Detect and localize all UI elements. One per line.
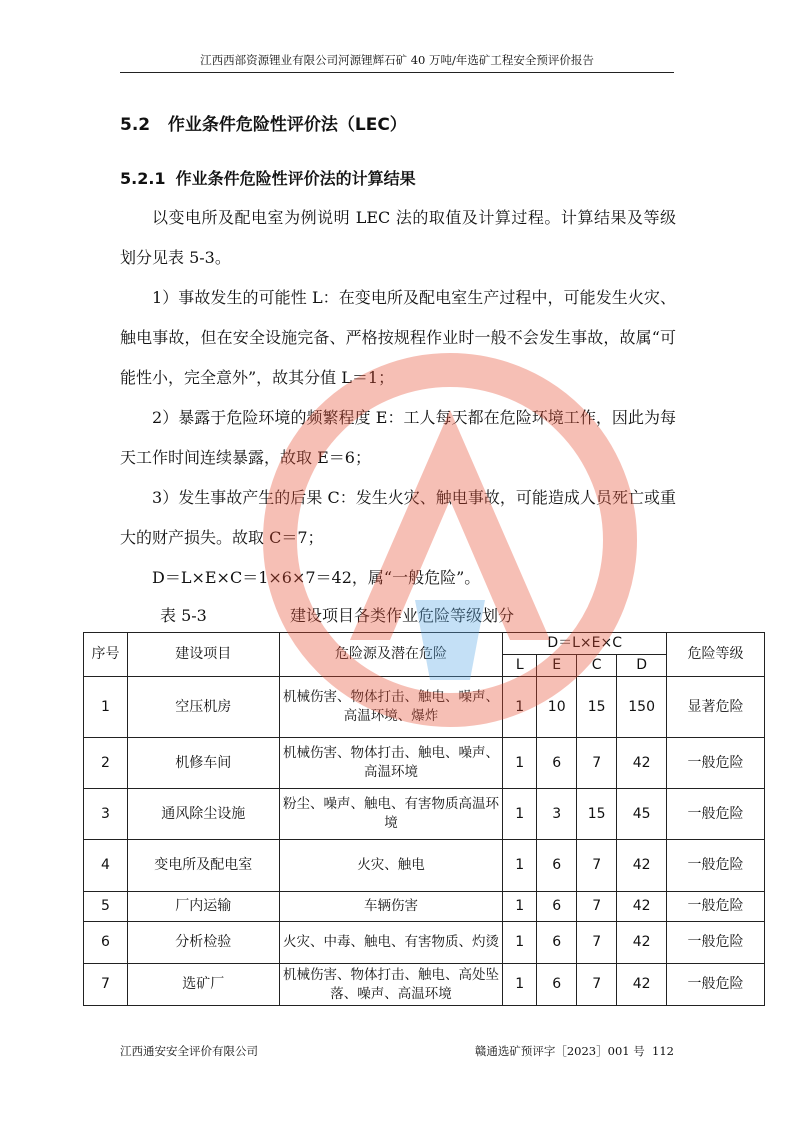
subsection-title: 作业条件危险性评价法的计算结果 (175, 169, 416, 188)
section-number: 5.2 (120, 115, 151, 135)
cell-level: 一般危险 (667, 922, 765, 964)
paragraph-intro: 以变电所及配电室为例说明 LEC 法的取值及计算过程。计算结果及等级划分见表 5-3。 (120, 208, 676, 267)
footer-company: 江西通安安全评价有限公司 (120, 1044, 258, 1058)
cell-d: 42 (617, 922, 667, 964)
cell-item: 厂内运输 (127, 892, 279, 922)
cell-c: 7 (577, 922, 617, 964)
cell-hazard: 车辆伤害 (279, 892, 503, 922)
header-hazard: 危险源及潜在危险 (279, 633, 503, 677)
table-caption-title: 建设项目各类作业危险等级划分 (290, 606, 515, 625)
cell-c: 7 (577, 964, 617, 1006)
paragraph-consequence: 3）发生事故产生的后果 C：发生火灾、触电事故，可能造成人员死亡或重大的财产损失。故取 C＝7； (120, 488, 676, 547)
cell-c: 15 (577, 789, 617, 840)
subsection-heading (120, 166, 416, 189)
cell-seq: 3 (84, 789, 128, 840)
cell-d: 45 (617, 789, 667, 840)
cell-l: 1 (503, 677, 537, 738)
subsection-number: 5.2.1 (120, 169, 166, 188)
table-row (84, 964, 765, 1006)
cell-item: 通风除尘设施 (127, 789, 279, 840)
page-header: 江西西部资源锂业有限公司河源锂辉石矿 40 万吨/年选矿工程安全预评价报告 (200, 53, 594, 67)
table-row (84, 892, 765, 922)
cell-level: 一般危险 (667, 964, 765, 1006)
table-row (84, 922, 765, 964)
cell-item: 机修车间 (127, 738, 279, 789)
cell-l: 1 (503, 892, 537, 922)
cell-level: 显著危险 (667, 677, 765, 738)
cell-e: 6 (537, 964, 577, 1006)
cell-seq: 2 (84, 738, 128, 789)
header-seq: 序号 (84, 633, 128, 677)
cell-e: 3 (537, 789, 577, 840)
footer-doc-number: 赣通选矿预评字［2023］001 号 (474, 1044, 645, 1058)
table-row (84, 840, 765, 892)
cell-item: 空压机房 (127, 677, 279, 738)
cell-seq: 1 (84, 677, 128, 738)
cell-d: 42 (617, 964, 667, 1006)
cell-level: 一般危险 (667, 840, 765, 892)
footer-right (475, 1043, 674, 1059)
cell-c: 7 (577, 738, 617, 789)
paragraph-likelihood: 1）事故发生的可能性 L：在变电所及配电室生产过程中，可能发生火灾、触电事故，但在安全设施完备、严格按规程作业时一般不会发生事故，故属“可能性小，完全意外”，故其分值 L＝1； (120, 288, 676, 387)
cell-level: 一般危险 (667, 738, 765, 789)
header-l: L (503, 655, 537, 677)
header-item: 建设项目 (127, 633, 279, 677)
header-formula: D＝L×E×C (503, 633, 667, 655)
cell-hazard: 机械伤害、物体打击、触电、高处坠落、噪声、高温环境 (279, 964, 503, 1006)
header-c: C (577, 655, 617, 677)
cell-seq: 4 (84, 840, 128, 892)
cell-level: 一般危险 (667, 789, 765, 840)
cell-d: 42 (617, 738, 667, 789)
cell-hazard: 机械伤害、物体打击、触电、噪声、高温环境 (279, 738, 503, 789)
paragraph-danger-value: D＝L×E×C＝1×6×7＝42，属“一般危险”。 (152, 568, 481, 587)
cell-e: 6 (537, 738, 577, 789)
table-row (84, 738, 765, 789)
cell-c: 7 (577, 840, 617, 892)
cell-d: 42 (617, 892, 667, 922)
cell-hazard: 火灾、中毒、触电、有害物质、灼烫 (279, 922, 503, 964)
cell-l: 1 (503, 922, 537, 964)
footer-page-number: 112 (652, 1044, 674, 1058)
cell-c: 15 (577, 677, 617, 738)
cell-seq: 5 (84, 892, 128, 922)
cell-c: 7 (577, 892, 617, 922)
header-divider (120, 72, 674, 73)
table-caption-number: 表 5-3 (160, 606, 207, 625)
cell-level: 一般危险 (667, 892, 765, 922)
risk-level-table (83, 632, 765, 1006)
cell-hazard: 粉尘、噪声、触电、有害物质高温环境 (279, 789, 503, 840)
header-e: E (537, 655, 577, 677)
cell-l: 1 (503, 964, 537, 1006)
cell-e: 6 (537, 922, 577, 964)
cell-l: 1 (503, 789, 537, 840)
cell-item: 选矿厂 (127, 964, 279, 1006)
cell-item: 变电所及配电室 (127, 840, 279, 892)
section-title: 作业条件危险性评价法（LEC） (167, 115, 407, 135)
section-heading (120, 110, 407, 135)
table-row (84, 677, 765, 738)
cell-d: 150 (617, 677, 667, 738)
cell-seq: 6 (84, 922, 128, 964)
paragraph-exposure: 2）暴露于危险环境的频繁程度 E：工人每天都在危险环境工作，因此为每天工作时间连续暴露，故取 E＝6； (120, 408, 676, 467)
cell-d: 42 (617, 840, 667, 892)
cell-e: 6 (537, 892, 577, 922)
cell-e: 6 (537, 840, 577, 892)
cell-e: 10 (537, 677, 577, 738)
cell-seq: 7 (84, 964, 128, 1006)
cell-hazard: 机械伤害、物体打击、触电、噪声、高温环境、爆炸 (279, 677, 503, 738)
cell-hazard: 火灾、触电 (279, 840, 503, 892)
cell-l: 1 (503, 738, 537, 789)
table-caption (160, 603, 680, 626)
header-d: D (617, 655, 667, 677)
table-row (84, 789, 765, 840)
header-level: 危险等级 (667, 633, 765, 677)
cell-l: 1 (503, 840, 537, 892)
cell-item: 分析检验 (127, 922, 279, 964)
